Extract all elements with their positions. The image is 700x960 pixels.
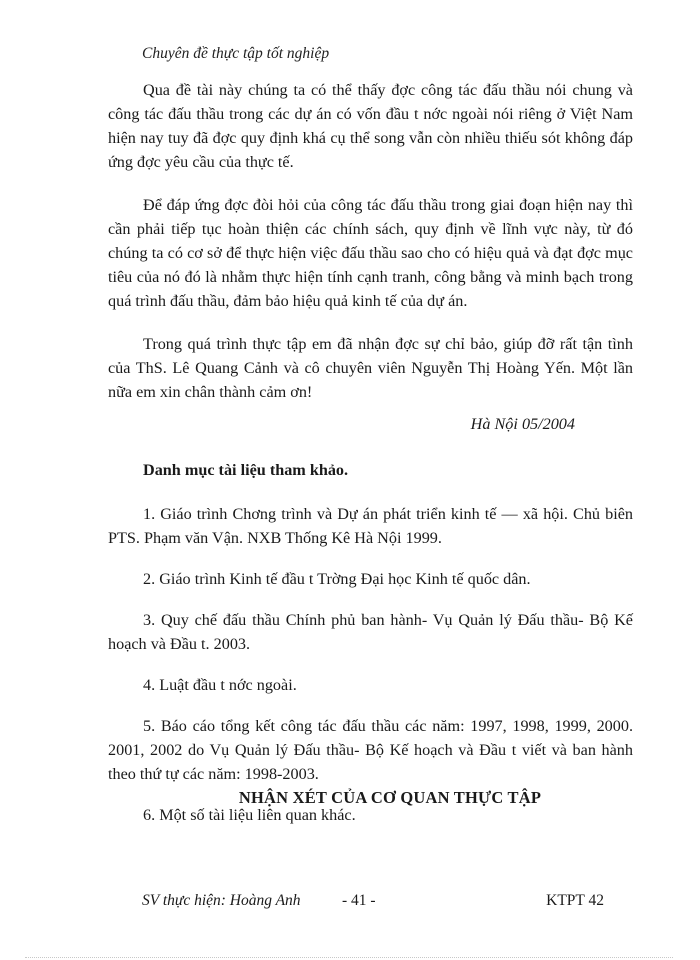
page-footer <box>142 892 604 914</box>
reference-item: 5. Báo cáo tổng kết công tác đấu thầu các năm: 1997, 1998, 1999, 2000. 2001, 2002 do Vụ Quản lý Đấu thầu- Bộ Kế hoạch và Đầu t viết và ban hành theo thứ tự các năm: 1998-2003. <box>108 717 633 783</box>
reference-item: 1. Giáo trình Chơng trình và Dự án phát triển kinh tế — xã hội. Chủ biên PTS. Phạm văn Vận. NXB Thống Kê Hà Nội 1999. <box>108 505 633 547</box>
paragraph-conclusion: Qua đề tài này chúng ta có thể thấy đợc công tác đấu thầu nói chung và công tác đấu thầu trong các dự án có vốn đầu t nớc ngoài nói riêng ở Việt Nam hiện nay tuy đã đợc quy định khá cụ thể song vẫn còn nhiều thiếu sót không đáp ứng đợc yêu cầu của thực tế. <box>108 81 633 171</box>
paragraph-recommendation: Để đáp ứng đợc đòi hỏi của công tác đấu thầu trong giai đoạn hiện nay thì cần phải tiếp tục hoàn thiện các chính sách, quy định về lĩnh vực này, từ đó chúng ta có cơ sở để thực hiện việc đấu thầu sao cho có hiệu quả và đạt đợc mục tiêu của nó đó là nhằm thực hiện tính cạnh tranh, công bằng và minh bạch trong quá trình đấu thầu, đảm bảo hiệu quả kinh tế của dự án. <box>108 196 633 310</box>
running-header: Chuyên đề thực tập tốt nghiệp <box>142 45 330 62</box>
section-title-text: NHẬN XÉT CỦA CƠ QUAN THỰC TẬP <box>238 788 542 807</box>
reference-item: 6. Một số tài liệu liên quan khác. <box>143 806 356 824</box>
section-title <box>0 788 700 808</box>
reference-item: 2. Giáo trình Kinh tế đầu t Trờng Đại học Kinh tế quốc dân. <box>143 570 531 588</box>
reference-item: 3. Quy chế đấu thầu Chính phủ ban hành- Vụ Quản lý Đấu thầu- Bộ Kế hoạch và Đầu t. 2003. <box>108 611 633 653</box>
reference-item: 4. Luật đầu t nớc ngoài. <box>143 676 297 694</box>
footer-author: SV thực hiện: Hoàng Anh <box>142 892 301 909</box>
page-boundary-divider <box>25 957 673 958</box>
paragraph-acknowledgement: Trong quá trình thực tập em đã nhận đợc sự chỉ bảo, giúp đỡ rất tận tình của ThS. Lê Quang Cảnh và cô chuyên viên Nguyễn Thị Hoàng Yến. Một lần nữa em xin chân thành cảm ơn! <box>108 335 633 401</box>
signature-date: Hà Nội 05/2004 <box>470 415 575 433</box>
footer-page-number: - 41 - <box>342 892 376 909</box>
document-body <box>108 78 633 844</box>
footer-class-code: KTPT 42 <box>546 892 604 909</box>
references-title: Danh mục tài liệu tham khảo. <box>143 461 349 479</box>
